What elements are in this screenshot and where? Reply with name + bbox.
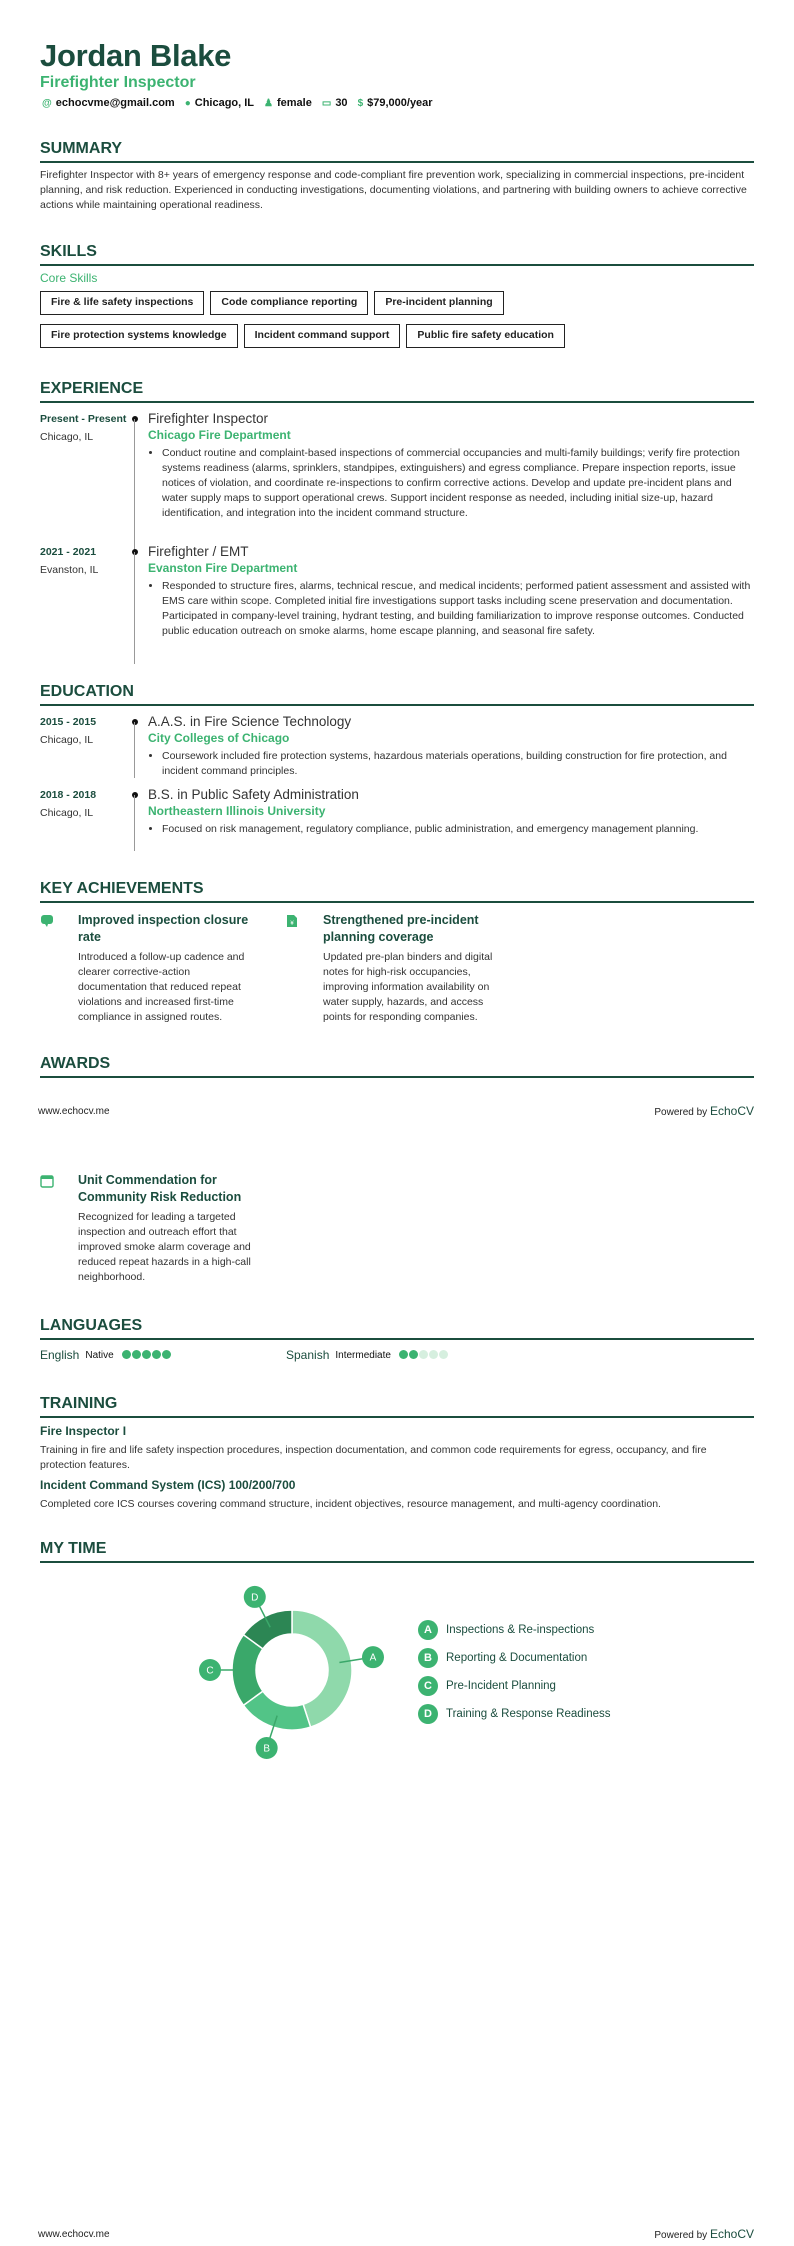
language-level: Native (85, 1349, 114, 1361)
age: 30 (335, 97, 348, 109)
legend-label: Reporting & Documentation (446, 1652, 588, 1664)
slice-label: B (263, 1743, 270, 1755)
award-title: Unit Commendation for Community Risk Reduction (78, 1173, 242, 1204)
my-time-heading: MY TIME (40, 1540, 754, 1563)
entry-bullet: • Responded to structure fires, alarms, technical rescue, and medical incidents; performed patient assessment and assisted with EMS care within scope. Completed initial fire investigations support tasks including scene preservation and documentation. Participated in company-level training, hydrant testing, and building familiarization to improve response outcomes. Conducted public education outreach on smoke alarms, home escape planning, and seasonal fire safety. (162, 579, 754, 639)
gender: female (277, 97, 312, 109)
entry-school: Northeastern Illinois University (148, 804, 326, 818)
location: Chicago, IL (194, 97, 255, 109)
language-rating (122, 1346, 172, 1364)
skill-group-label: Core Skills (40, 271, 98, 285)
legend-label: Pre-Incident Planning (446, 1680, 556, 1692)
rating-dot (399, 1350, 408, 1359)
award-item (40, 1172, 280, 1285)
entry-location: Chicago, IL (40, 734, 94, 746)
svg-text:¥: ¥ (290, 921, 294, 927)
timeline-line (134, 419, 135, 567)
timeline-line (134, 795, 135, 851)
candidate-name: Jordan Blake (40, 38, 232, 73)
email[interactable]: echocvme@gmail.com (55, 97, 175, 109)
language-rating (399, 1346, 449, 1364)
slice-label: D (251, 1592, 259, 1604)
achievement-item (285, 912, 505, 1025)
legend-label: Inspections & Re-inspections (446, 1624, 595, 1636)
entry-bullet: • Focused on risk management, regulatory compliance, public administration, and emergency management planning. (162, 822, 754, 837)
summary-heading: SUMMARY (40, 140, 754, 163)
experience-heading: EXPERIENCE (40, 380, 754, 403)
timeline-line (134, 722, 135, 778)
legend-item (418, 1704, 611, 1724)
rating-dot (122, 1350, 131, 1359)
rating-dot (152, 1350, 161, 1359)
at-icon: @ (42, 98, 52, 109)
entry-date: 2015 - 2015 (40, 716, 97, 728)
language-item (286, 1346, 449, 1364)
rating-dot (132, 1350, 141, 1359)
training-desc: Training in fire and life safety inspection procedures, inspection documentation, and common code requirements for egress, occupancy, and fire protection features. (40, 1444, 707, 1471)
dollar-icon: $ (357, 98, 364, 109)
skill-tag: Pre-incident planning (374, 291, 503, 315)
legend-item (418, 1676, 556, 1696)
footer-site[interactable]: www.echocv.me (38, 1106, 110, 1117)
powered-by (654, 1104, 754, 1118)
achievements-heading: KEY ACHIEVEMENTS (40, 880, 754, 903)
skill-tag: Public fire safety education (406, 324, 565, 348)
legend-badge: C (418, 1676, 438, 1696)
timeline-line (134, 552, 135, 664)
rating-dot (439, 1350, 448, 1359)
achievement-item (40, 912, 260, 1025)
entry-degree: A.A.S. in Fire Science Technology (148, 714, 352, 729)
language-item (40, 1346, 172, 1364)
entry-date: 2018 - 2018 (40, 789, 97, 801)
legend-item (418, 1648, 587, 1668)
entry-school: City Colleges of Chicago (148, 731, 290, 745)
entry-degree: B.S. in Public Safety Administration (148, 787, 359, 802)
entry-org: Chicago Fire Department (148, 428, 291, 442)
rating-dot (142, 1350, 151, 1359)
legend-badge: D (418, 1704, 438, 1724)
skills-row-2 (40, 324, 571, 348)
award-desc: Recognized for leading a targeted inspection and outreach effort that improved smoke alarm coverage and reduced repeat hazards in a high-call neighborhood. (78, 1211, 251, 1283)
entry-role: Firefighter / EMT (148, 544, 249, 559)
language-level: Intermediate (335, 1349, 391, 1361)
entry-date: 2021 - 2021 (40, 546, 97, 558)
legend-item (418, 1620, 594, 1640)
legend-badge: A (418, 1620, 438, 1640)
entry-location: Evanston, IL (40, 564, 99, 576)
achievement-desc: Introduced a follow-up cadence and clearer corrective-action documentation that reduced repeat violations and increased first-time compliance in assigned routes. (78, 951, 245, 1023)
training-title: Fire Inspector I (40, 1424, 127, 1438)
calendar-chart-icon (40, 1174, 54, 1188)
achievement-title: Improved inspection closure rate (78, 913, 249, 944)
speech-bubble-icon (40, 914, 54, 928)
skill-tag: Fire & life safety inspections (40, 291, 204, 315)
language-name: English (40, 1348, 80, 1362)
entry-location: Chicago, IL (40, 431, 94, 443)
time-donut-chart (150, 1570, 410, 1770)
powered-label: Powered by (654, 2230, 708, 2241)
slice-label: C (206, 1665, 214, 1677)
rating-dot (429, 1350, 438, 1359)
rating-dot (409, 1350, 418, 1359)
timeline-dot (132, 719, 138, 725)
powered-label: Powered by (654, 1107, 708, 1118)
language-name: Spanish (286, 1348, 330, 1362)
brand-logo: EchoCV (709, 1104, 754, 1118)
training-desc: Completed core ICS courses covering command structure, incident objectives, resource management, and multi-agency coordination. (40, 1498, 661, 1510)
job-title: Firefighter Inspector (40, 74, 196, 91)
languages-heading: LANGUAGES (40, 1317, 754, 1340)
entry-location: Chicago, IL (40, 807, 94, 819)
contact-info (42, 97, 433, 109)
entry-role: Firefighter Inspector (148, 411, 269, 426)
brand-logo: EchoCV (709, 2227, 754, 2241)
achievement-desc: Updated pre-plan binders and digital notes for high-risk occupancies, improving information availability on water supply, hazards, and access points for responding companies. (323, 951, 493, 1023)
entry-bullet: • Coursework included fire protection systems, hazardous materials operations, building construction for fire protection, and incident command principles. (162, 749, 754, 779)
entry-bullet: • Conduct routine and complaint-based inspections of commercial occupancies and multi-family buildings; verify fire protection systems readiness (alarms, sprinklers, standpipes, extinguishers) and egress compliance. Prepare inspection reports, issue notices of violation, and coordinate re-inspections to confirm corrective actions. Develop and update pre-incident plans and water supply maps to support operational crews. Support incident response as needed, including initial size-up, hazard identification, and integration into the incident command structure. (162, 446, 754, 521)
salary: $79,000/year (367, 97, 433, 109)
entry-org: Evanston Fire Department (148, 561, 298, 575)
person-icon: ♟ (264, 98, 273, 109)
entry-date: Present - Present (40, 413, 127, 425)
footer-site[interactable]: www.echocv.me (38, 2229, 110, 2240)
timeline-dot (132, 792, 138, 798)
document-icon (285, 914, 299, 928)
timeline-dot (132, 416, 138, 422)
education-heading: EDUCATION (40, 683, 754, 706)
rating-dot (162, 1350, 171, 1359)
skills-row-1 (40, 291, 510, 315)
skill-tag: Fire protection systems knowledge (40, 324, 238, 348)
training-title: Incident Command System (ICS) 100/200/700 (40, 1478, 296, 1492)
slice-label: A (369, 1652, 377, 1664)
calendar-icon: ▭ (321, 98, 332, 109)
timeline-dot (132, 549, 138, 555)
summary-text: Firefighter Inspector with 8+ years of emergency response and code-compliant fire prevention work, specializing in commercial inspections, pre-incident planning, and risk reduction. Experienced in conducting investigations, documenting violations, and partnering with building owners to achieve corrective actions while maintaining operational readiness. (40, 169, 747, 211)
achievement-title: Strengthened pre-incident planning coverage (323, 913, 479, 944)
awards-heading: AWARDS (40, 1055, 754, 1078)
rating-dot (419, 1350, 428, 1359)
legend-label: Training & Response Readiness (446, 1708, 611, 1720)
powered-by (654, 2227, 754, 2241)
skill-tag: Code compliance reporting (210, 291, 368, 315)
skills-heading: SKILLS (40, 243, 754, 266)
legend-badge: B (418, 1648, 438, 1668)
skill-tag: Incident command support (244, 324, 401, 348)
training-heading: TRAINING (40, 1395, 754, 1418)
location-pin-icon: ● (184, 98, 191, 109)
